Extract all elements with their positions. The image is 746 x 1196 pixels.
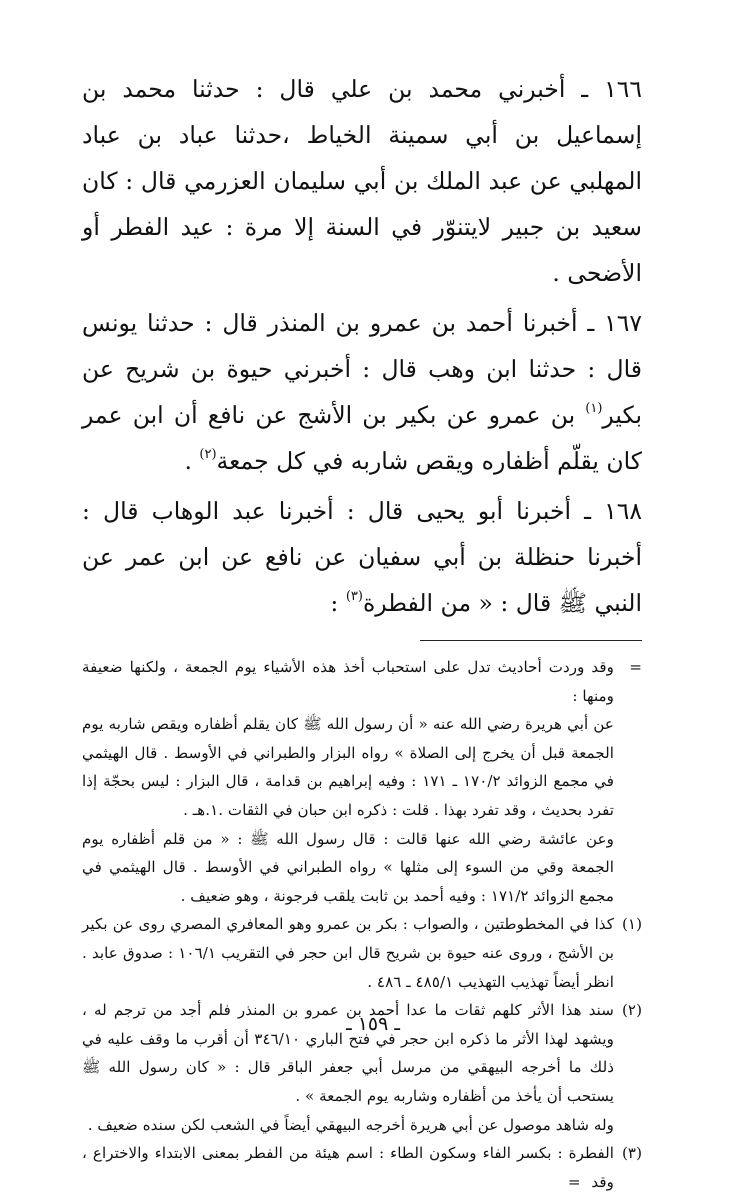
footnote-3-continuation-mark: = [567,1172,581,1191]
hadith-aisha [82,825,642,911]
footnote-3-label: (٣) [621,1144,642,1163]
footnote-continuation [82,653,642,710]
hadith-abu-hurayra [82,710,642,824]
footnote-ref-1[interactable]: (١) [585,401,603,417]
footnote-ref-3[interactable]: (٣) [345,589,363,605]
footnote-separator [420,640,642,641]
footnote-1-text: كذا في المخطوطتين ، والصواب : بكر بن عمرو وهو المعافري المصري روى عن بكير بن الأشج ، وروى عنه حيوة بن شريح قال ابن حجر في التقريب ١٠٦/١ : صدوق عابد . انظر أيضاً تهذيب التهذيب ٤٨٥/١ ـ ٤٨٦ . [82,915,614,991]
paragraph-167-text-a: ١٦٧ ـ أخبرنا أحمد بن عمرو بن المنذر قال : حدثنا يونس قال : حدثنا ابن وهب قال : أخبرني حيوة بن شريح عن بكير [82,309,642,429]
footnote-1 [82,910,642,996]
footnote-3 [82,1139,642,1196]
footnote-ref-2[interactable]: (٢) [199,447,217,463]
paragraph-167-text-b: بن عمرو عن بكير بن الأشج عن نافع أن ابن عمر كان يقلّم أظفاره ويقص شاربه في كل جمعة [82,401,642,475]
paragraph-167 [82,300,642,484]
footnote-3-text: الفطرة : بكسر الفاء وسكون الطاء : اسم هيئة من الفطر بمعنى الابتداء والاختراع ، وقد [82,1144,614,1191]
footnote-2-label: (٢) [621,1001,642,1020]
paragraph-168 [82,488,642,626]
footnote-2-extra-text: وله شاهد موصول عن أبي هريرة أخرجه البيهقي أيضاً في الشعب لكن سنده ضعيف . [87,1115,614,1134]
continuation-text: وقد وردت أحاديث تدل على استحباب أخذ هذه الأشياء يوم الجمعة ، ولكنها ضعيفة ومنها : [82,658,614,705]
paragraph-166 [82,66,642,296]
paragraph-168-text-a: ١٦٨ ـ أخبرنا أبو يحيى قال : أخبرنا عبد الوهاب قال : أخبرنا حنظلة بن أبي سفيان عن نافع عن ابن عمر عن النبي ﷺ قال : « من الفطرة [82,497,642,617]
footnote-2-text: سند هذا الأثر كلهم ثقات ما عدا أحمد بن عمرو بن المنذر فلم أجد من ترجم له ، ويشهد لهذا الأثر ما ذكره ابن حجر في فتح الباري ٣٤٦/١٠ أن أقرب ما وقف عليه في ذلك ما أخرجه البيهقي من مرسل أبي جعفر الباقر قال : « كان رسول الله ﷺ يستحب أن يأخذ من أظفاره وشاربه يوم الجمعة » . [82,1001,614,1105]
page-number: ـ ١٥٩ ـ [346,1013,400,1035]
continuation-mark: = [629,658,642,676]
main-text [82,66,642,626]
paragraph-167-text-c: . [184,447,200,475]
hadith-aisha-text: وعن عائشة رضي الله عنها قالت : قال رسول الله ﷺ : « من قلم أظفاره يوم الجمعة وقي من السوء إلى مثلها » رواه الطبراني في الأوسط . قال الهيثمي في مجمع الزوائد ١٧١/٢ : وفيه أحمد بن ثابت يلقب فرجونة ، وهو ضعيف . [82,829,614,905]
footnote-2-extra [82,1111,642,1140]
footnotes [82,653,642,1196]
hadith-abu-hurayra-text: عن أبي هريرة رضي الله عنه « أن رسول الله ﷺ كان يقلم أظفاره ويقص شاربه يوم الجمعة قبل أن يخرج إلى الصلاة » رواه البزار والطبراني في الأوسط . قال الهيثمي في مجمع الزوائد ١٧٠/٢ ـ ١٧١ : وفيه إبراهيم بن قدامة ، قال البزار : ليس بحجّة إذا تفرد بحديث ، وقد تفرد بهذا . قلت : ذكره ابن حبان في الثقات .١.هـ . [82,715,614,819]
footnote-1-label: (١) [621,915,642,934]
paragraph-168-text-c: : [330,589,346,617]
paragraph-166-text: ١٦٦ ـ أخبرني محمد بن علي قال : حدثنا محمد بن إسماعيل بن أبي سمينة الخياط ،حدثنا عباد بن عباد المهلبي عن عبد الملك بن أبي سليمان العزرمي قال : كان سعيد بن جبير لايتنوّر في السنة إلا مرة : عيد الفطر أو الأضحى . [82,75,642,287]
